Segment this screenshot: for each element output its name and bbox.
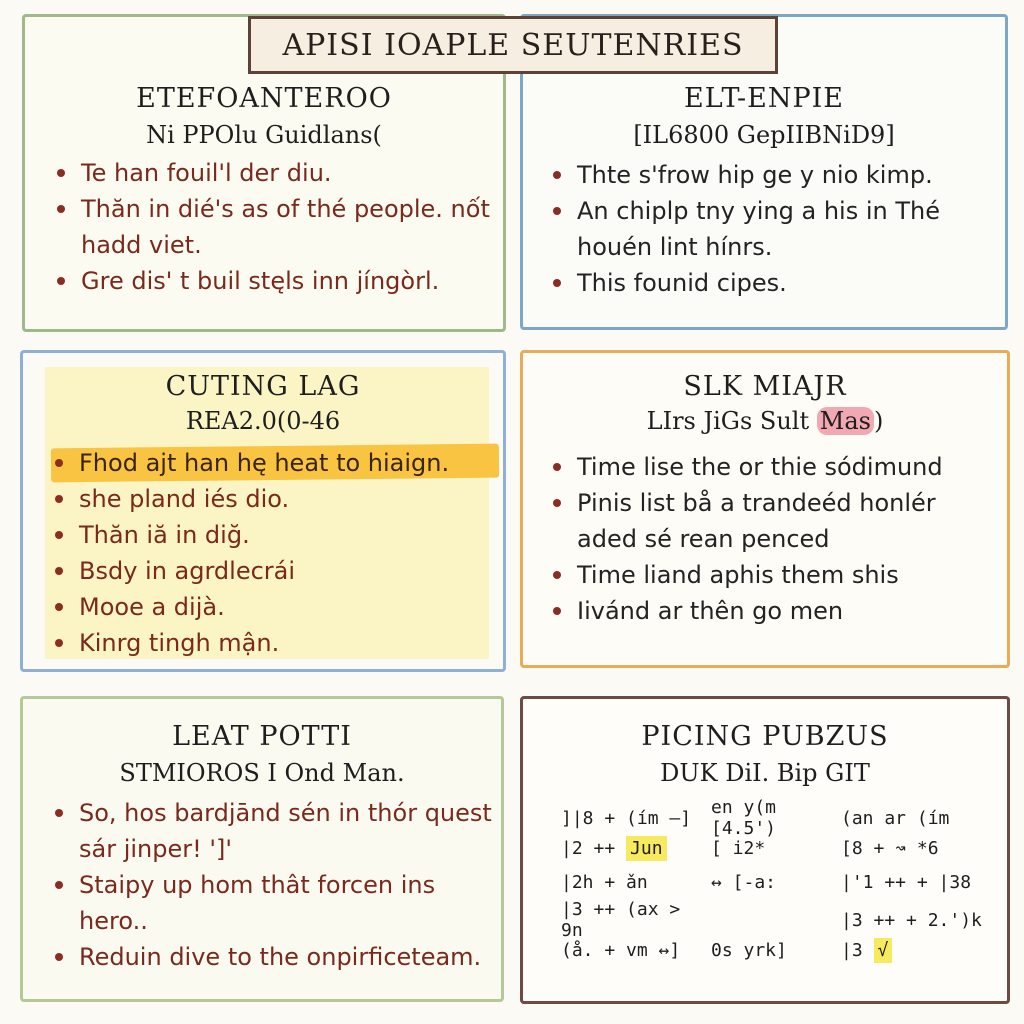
highlighted-word: Jun — [626, 836, 667, 861]
table-cell: 0s yrk] — [711, 939, 787, 961]
table-cell: |2h + ǎn — [561, 871, 648, 893]
table-cell: |'1 ++ + |38 — [841, 871, 972, 893]
table-cell — [841, 940, 1001, 961]
table-cell: [8 + ↝ *6 — [841, 837, 939, 859]
list-item: Staipy up hom thât forcen ins hero.. — [53, 867, 493, 939]
cell-text: |3 — [841, 939, 874, 961]
list-item-highlighted: Fhod ajt han hę heat to hiaign. — [53, 445, 493, 481]
table-row — [561, 865, 1001, 899]
table-cell — [561, 838, 711, 859]
list-item: An chiplp tny ying a his in Thé houén lint hínrs. — [551, 193, 981, 265]
panel-heading: SLK MIAJR — [683, 371, 847, 402]
table-cell: [ i2* — [711, 837, 766, 859]
list-item: Thăn iă in diğ. — [53, 517, 493, 553]
panel-subheading: DUK DiI. Bip GIT — [660, 759, 870, 787]
panel-bottom-right — [520, 696, 1010, 1004]
table-row — [561, 899, 1001, 941]
list-item: Time lise the or thie sódimund — [551, 449, 991, 485]
table-cell: en y(m [4.5') — [711, 797, 777, 839]
subheading-tail: ) — [873, 407, 884, 435]
subheading-text: LIrs JiGs Sult — [646, 407, 810, 435]
marked-word: Mas — [817, 407, 874, 435]
panel-heading: LEAT POTTI — [172, 721, 352, 752]
panel-middle-right — [520, 350, 1010, 668]
list-item: This founid cipes. — [551, 265, 981, 301]
list-item: she pland iés dio. — [53, 481, 493, 517]
list-item: Time liand aphis them shis — [551, 557, 991, 593]
list-item: Mooe a dijà. — [53, 589, 493, 625]
list-item: Gre dis' t buil stęls inn jíngòrl. — [55, 263, 495, 299]
panel-subheading: Ni PPOlu Guidlans( — [146, 121, 382, 149]
list-item: Te han fouil'l der diu. — [55, 155, 495, 191]
panel-list — [55, 155, 495, 299]
list-item: Thte s'frow hip ge y nio kimp. — [551, 157, 981, 193]
panel-list — [53, 795, 493, 975]
list-item: Pinis list bå a trandeéd honlér aded sé rean penced — [551, 485, 991, 557]
table-cell: |3 ++ + 2.')k — [841, 909, 982, 931]
cell-text: |2 ++ — [561, 837, 627, 859]
panel-heading: ELT-ENPIE — [684, 83, 844, 114]
panel-middle-left — [20, 350, 506, 672]
panel-bottom-left — [20, 696, 504, 1002]
list-item: Bsdy in agrdlecrái — [53, 553, 493, 589]
panel-subheading: STMIOROS I Ond Man. — [119, 759, 405, 787]
checkmark-icon: √ — [874, 938, 893, 963]
panel-heading: PICING PUBZUS — [641, 721, 889, 752]
table-cell: ]|8 + (ím —] — [561, 807, 692, 829]
list-item: Reduin dive to the onpirficeteam. — [53, 939, 493, 975]
panel-list — [551, 157, 981, 301]
panel-subheading — [523, 407, 1007, 435]
panel-list — [53, 445, 493, 661]
panel-heading: ETEFOANTEROO — [136, 83, 392, 114]
table-cell: ↔ [-a: — [711, 871, 777, 893]
list-item: So, hos bardjānd sén in thór quest sár jinper! ']' — [53, 795, 493, 867]
table-row — [561, 797, 1001, 839]
table-cell: (an ar (ím — [841, 807, 950, 829]
table-cell: (å. + vm ↔] — [561, 939, 681, 961]
list-item: Kinrg tingh mận. — [53, 625, 493, 661]
panel-subheading: [IL6800 GepIIBNiD9] — [633, 121, 895, 149]
panel-list — [551, 449, 991, 629]
page-title: APISI IOAPLE SEUTENRIES — [248, 16, 778, 74]
list-item: Iivánd ar thên go men — [551, 593, 991, 629]
list-item: Thăn in dié's as of thé people. nốt hadd viet. — [55, 191, 495, 263]
panel-subheading: REA2.0(0-46 — [185, 407, 341, 435]
symbol-table — [561, 797, 1001, 967]
panel-heading: CUTING LAG — [165, 371, 361, 402]
table-cell: |3 ++ (ax > 9n — [561, 899, 681, 941]
